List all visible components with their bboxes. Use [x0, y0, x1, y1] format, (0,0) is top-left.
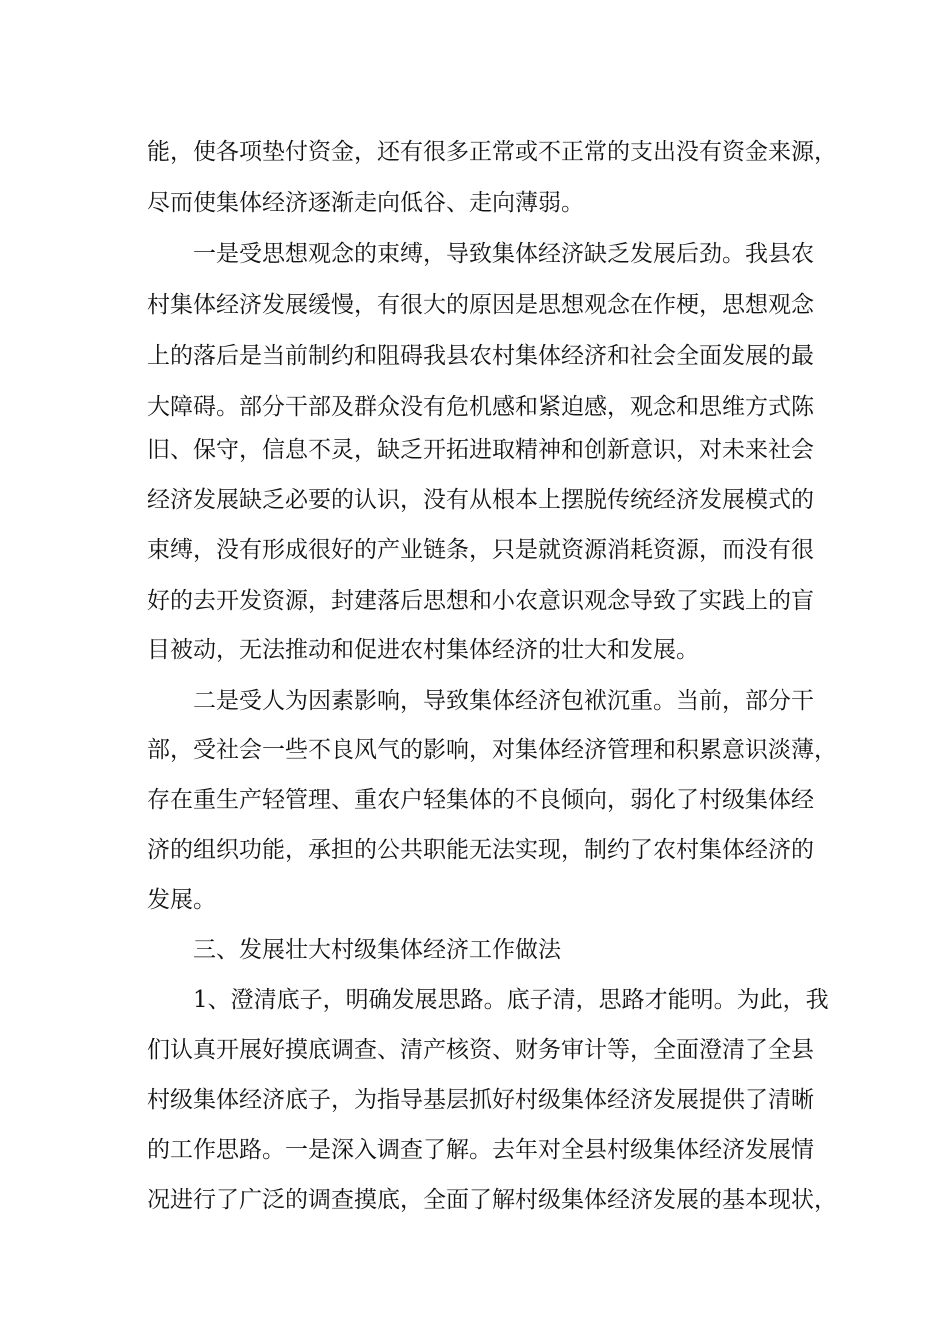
text-line: 好的去开发资源，封建落后思想和小农意识观念导致了实践上的盲: [147, 588, 814, 614]
text-line: 旧、保守，信息不灵，缺乏开拓进取精神和创新意识，对未来社会: [147, 437, 814, 463]
text-line: 的工作思路。一是深入调查了解。去年对全县村级集体经济发展情: [147, 1137, 814, 1163]
text-line: 能，使各项垫付资金，还有很多正常或不正常的支出没有资金来源，: [147, 139, 837, 165]
text-line: 村集体经济发展缓慢，有很大的原因是思想观念在作梗，思想观念: [147, 292, 814, 318]
text-line: 们认真开展好摸底调查、清产核资、财务审计等，全面澄清了全县: [147, 1037, 814, 1063]
text-line: 1、澄清底子，明确发展思路。底子清，思路才能明。为此，我: [193, 987, 829, 1013]
text-line: 束缚，没有形成很好的产业链条，只是就资源消耗资源，而没有很: [147, 537, 814, 563]
text-line: 发展。: [147, 887, 216, 913]
section-heading: 三、发展壮大村级集体经济工作做法: [193, 937, 561, 963]
text-line: 尽而使集体经济逐渐走向低谷、走向薄弱。: [147, 190, 584, 216]
text-line: 经济发展缺乏必要的认识，没有从根本上摆脱传统经济发展模式的: [147, 487, 814, 513]
text-line: 部，受社会一些不良风气的影响，对集体经济管理和积累意识淡薄，: [147, 737, 837, 763]
text-line: 济的组织功能，承担的公共职能无法实现，制约了农村集体经济的: [147, 837, 814, 863]
text-line: 大障碍。部分干部及群众没有危机感和紧迫感，观念和思维方式陈: [147, 394, 814, 420]
text-line: 目被动，无法推动和促进农村集体经济的壮大和发展。: [147, 637, 699, 663]
text-line: 上的落后是当前制约和阻碍我县农村集体经济和社会全面发展的最: [147, 343, 814, 369]
text-line: 一是受思想观念的束缚，导致集体经济缺乏发展后劲。我县农: [193, 241, 814, 267]
text-line: 二是受人为因素影响，导致集体经济包袱沉重。当前，部分干: [193, 688, 814, 714]
text-line: 村级集体经济底子，为指导基层抓好村级集体经济发展提供了清晰: [147, 1087, 814, 1113]
text-line: 存在重生产轻管理、重农户轻集体的不良倾向，弱化了村级集体经: [147, 787, 814, 813]
text-line: 况进行了广泛的调查摸底，全面了解村级集体经济发展的基本现状，: [147, 1187, 837, 1213]
